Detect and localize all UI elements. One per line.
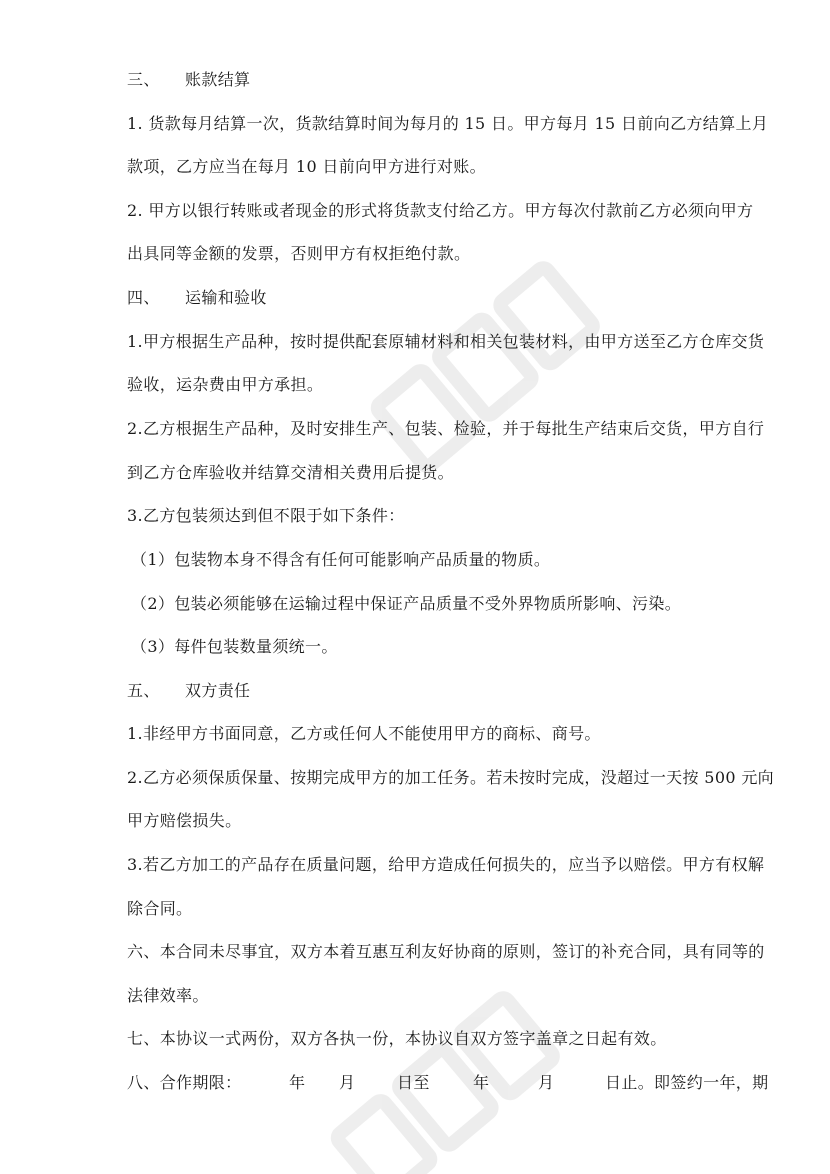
section-4-condition-1: （1）包装物本身不得含有任何可能影响产品质量的物质。	[131, 550, 551, 569]
section-4-title: 运输和验收	[185, 288, 267, 307]
section-5-paragraph-1: 1.非经甲方书面同意，乙方或任何人不能使用甲方的商标、商号。	[127, 724, 601, 743]
section-4-paragraph-3: 3.乙方包装须达到但不限于如下条件：	[127, 506, 405, 525]
section-3-paragraph-2-cont: 出具同等金额的发票，否则甲方有权拒绝付款。	[127, 244, 471, 263]
section-7-paragraph: 七、本协议一式两份，双方各执一份，本协议自双方签字盖章之日起有效。	[127, 1029, 667, 1048]
section-4-condition-3: （3）每件包装数量须统一。	[131, 637, 338, 656]
section-4-condition-2: （2）包装必须能够在运输过程中保证产品质量不受外界物质所影响、污染。	[131, 594, 682, 613]
section-6-paragraph: 六、本合同未尽事宜，双方本着互惠互利友好协商的原则，签订的补充合同，具有同等的	[127, 942, 765, 961]
section-3-paragraph-2: 2. 甲方以银行转账或者现金的形式将货款支付给乙方。甲方每次付款前乙方必须向甲方	[127, 201, 754, 220]
start-year-label: 年	[289, 1073, 306, 1092]
end-year-label: 年	[473, 1073, 490, 1092]
section-4-number: 四、	[127, 288, 160, 307]
section-5-title: 双方责任	[185, 681, 251, 700]
end-day-tail-text: 日止。即签约一年，期	[605, 1073, 769, 1092]
section-5-paragraph-3: 3.若乙方加工的产品存在质量问题，给甲方造成任何损失的，应当予以赔偿。甲方有权解	[127, 855, 765, 874]
section-4-heading	[127, 287, 777, 309]
section-3-number: 三、	[127, 70, 160, 89]
section-6-paragraph-cont: 法律效率。	[127, 986, 209, 1005]
section-3-paragraph-1: 1. 货款每月结算一次，货款结算时间为每月的 15 日。甲方每月 15 日前向乙方结算上月	[127, 114, 769, 133]
section-3-title: 账款结算	[185, 70, 251, 89]
section-3-paragraph-1-cont: 款项，乙方应当在每月 10 日前向甲方进行对账。	[127, 157, 486, 176]
section-4-paragraph-2: 2.乙方根据生产品种，及时安排生产、包装、检验，并于每批生产结束后交货，甲方自行	[127, 419, 765, 438]
section-5-paragraph-2-cont: 甲方赔偿损失。	[127, 811, 242, 830]
cooperation-period-label: 八、合作期限：	[127, 1073, 242, 1092]
section-3-heading	[127, 69, 777, 91]
section-5-paragraph-3-cont: 除合同。	[127, 899, 193, 918]
start-day-to-label: 日至	[397, 1073, 430, 1092]
end-month-label: 月	[538, 1073, 555, 1092]
start-month-label: 月	[339, 1073, 356, 1092]
section-4-paragraph-1-cont: 验收，运杂费由甲方承担。	[127, 375, 324, 394]
section-4-paragraph-1: 1.甲方根据生产品种，按时提供配套原辅材料和相关包装材料，由甲方送至乙方仓库交货	[127, 332, 765, 351]
section-5-heading	[127, 680, 777, 702]
section-5-number: 五、	[127, 681, 160, 700]
section-5-paragraph-2: 2.乙方必须保质保量、按期完成甲方的加工任务。若未按时完成，没超过一天按 500 元向	[127, 768, 775, 787]
section-4-paragraph-2-cont: 到乙方仓库验收并结算交清相关费用后提货。	[127, 463, 455, 482]
